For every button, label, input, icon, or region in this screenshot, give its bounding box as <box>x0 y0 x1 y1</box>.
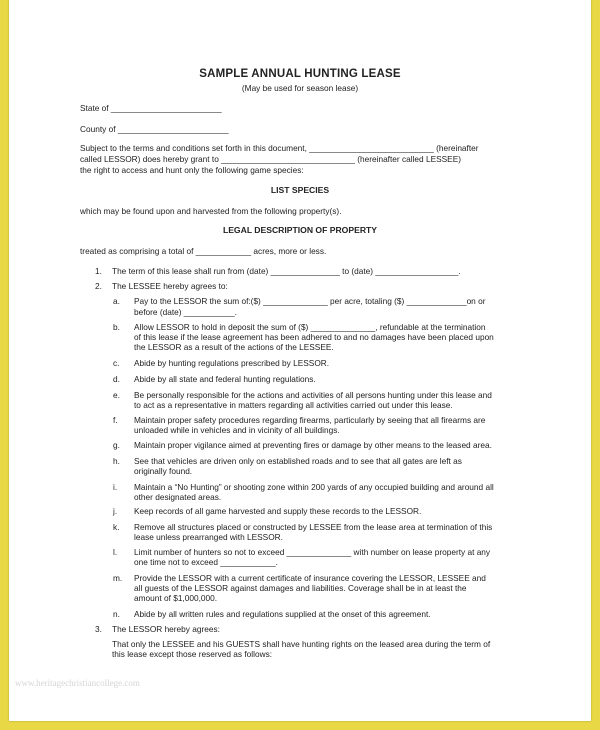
intro-line-2: called LESSOR) does hereby grant to _____________________________ (hereinafter called LESSEE) <box>80 154 462 164</box>
item-f-letter: f. <box>113 415 118 425</box>
item-k-letter: k. <box>113 522 120 532</box>
item-j-letter: j. <box>113 506 118 516</box>
item-i-line-2: other designated areas. <box>134 492 222 502</box>
watermark: www.heritagechristiancollege.com <box>15 678 140 688</box>
list-species-heading: LIST SPECIES <box>270 185 330 195</box>
item-j-line-1: Keep records of all game harvested and supply these records to the LESSOR. <box>134 506 422 516</box>
intro-line-3: the right to access and hunt only the following game species: <box>80 165 304 175</box>
item-f-line-1: Maintain proper safety procedures regarding firearms, particularly by seeing that all firearms are <box>134 415 486 425</box>
item-i-line-1: Maintain a “No Hunting” or shooting zone within 200 yards of any occupied building and around all <box>134 482 494 492</box>
county-line: County of ________________________ <box>80 124 229 134</box>
document-subtitle: (May be used for season lease) <box>241 83 359 93</box>
item-a-line-1: Pay to the LESSOR the sum of:($) ______________ per acre, totaling ($) _____________on or <box>134 296 486 306</box>
item-a-line-2: before (date) ___________. <box>134 307 237 317</box>
item-b-line-1: Allow LESSOR to hold in deposit the sum of ($) ______________, refundable at the termination <box>134 322 486 332</box>
item-i-letter: i. <box>113 482 118 492</box>
item-h-line-2: originally found. <box>134 466 193 476</box>
item-h-letter: h. <box>113 456 120 466</box>
item-m-line-1: Provide the LESSOR with a current certificate of insurance covering the LESSOR, LESSEE and <box>134 573 486 583</box>
item-c-line-1: Abide by hunting regulations prescribed by LESSOR. <box>134 358 330 368</box>
legal-description-heading: LEGAL DESCRIPTION OF PROPERTY <box>222 225 378 235</box>
item-n-letter: n. <box>113 609 120 619</box>
state-line: State of ________________________ <box>80 103 222 113</box>
document-page <box>9 0 591 721</box>
clause-3-body-line-1: That only the LESSEE and his GUESTS shall have hunting rights on the leased area during the term of <box>112 639 491 649</box>
item-n-line-1: Abide by all written rules and regulations supplied at the onset of this agreement. <box>134 609 431 619</box>
clause-2-text: The LESSEE hereby agrees to: <box>112 281 228 291</box>
item-g-line-1: Maintain proper vigilance aimed at preventing fires or damage by other means to the leased area. <box>134 440 492 450</box>
clause-1-number: 1. <box>95 266 102 276</box>
item-e-letter: e. <box>113 390 120 400</box>
clause-3-number: 3. <box>95 624 102 634</box>
document-title: SAMPLE ANNUAL HUNTING LEASE <box>199 68 401 80</box>
item-l-line-2: one time not to exceed ____________. <box>134 557 278 567</box>
item-e-line-1: Be personally responsible for the actions and activities of all persons hunting under this lease and <box>134 390 492 400</box>
item-d-letter: d. <box>113 374 120 384</box>
intro-line-1: Subject to the terms and conditions set forth in this document, ___________________________ (hereinafter <box>80 143 479 153</box>
item-m-line-2: all guests of the LESSOR against damages and liabilities. Coverage shall be in at least the <box>134 583 467 593</box>
item-a-letter: a. <box>113 296 120 306</box>
item-h-line-1: See that vehicles are driven only on established roads and to see that all gates are left as <box>134 456 462 466</box>
item-e-line-2: to act as a representative in matters regarding all activities carried out under this lease. <box>134 400 453 410</box>
item-m-line-3: amount of $1,000,000. <box>134 593 218 603</box>
clause-1-text: The term of this lease shall run from (date) _______________ to (date) __________________. <box>112 266 461 276</box>
clause-3-text: The LESSOR hereby agrees: <box>112 624 220 634</box>
item-b-line-3: the LESSOR as a result of the actions of the LESSEE. <box>134 342 334 352</box>
item-m-letter: m. <box>113 573 123 583</box>
item-f-line-2: unloaded while in vehicles and in vicinity of all buildings. <box>134 425 340 435</box>
clause-2-number: 2. <box>95 281 102 291</box>
item-d-line-1: Abide by all state and federal hunting regulations. <box>134 374 316 384</box>
property-line: which may be found upon and harvested from the following property(s). <box>80 206 342 216</box>
item-k-line-1: Remove all structures placed or constructed by LESSEE from the lease area at termination of this <box>134 522 493 532</box>
treated-line: treated as comprising a total of ____________ acres, more or less. <box>80 246 327 256</box>
item-b-letter: b. <box>113 322 120 332</box>
item-g-letter: g. <box>113 440 120 450</box>
item-c-letter: c. <box>113 358 120 368</box>
item-b-line-2: of this lease if the lease agreement has been adhered to and no damages have been placed upon <box>134 332 494 342</box>
clause-3-body-line-2: this lease except those reserved as follows: <box>112 649 273 659</box>
item-l-letter: l. <box>113 547 118 557</box>
item-l-line-1: Limit number of hunters so not to exceed ______________ with number on lease property at any <box>134 547 491 557</box>
item-k-line-2: lease unless prearranged with LESSOR. <box>134 532 283 542</box>
